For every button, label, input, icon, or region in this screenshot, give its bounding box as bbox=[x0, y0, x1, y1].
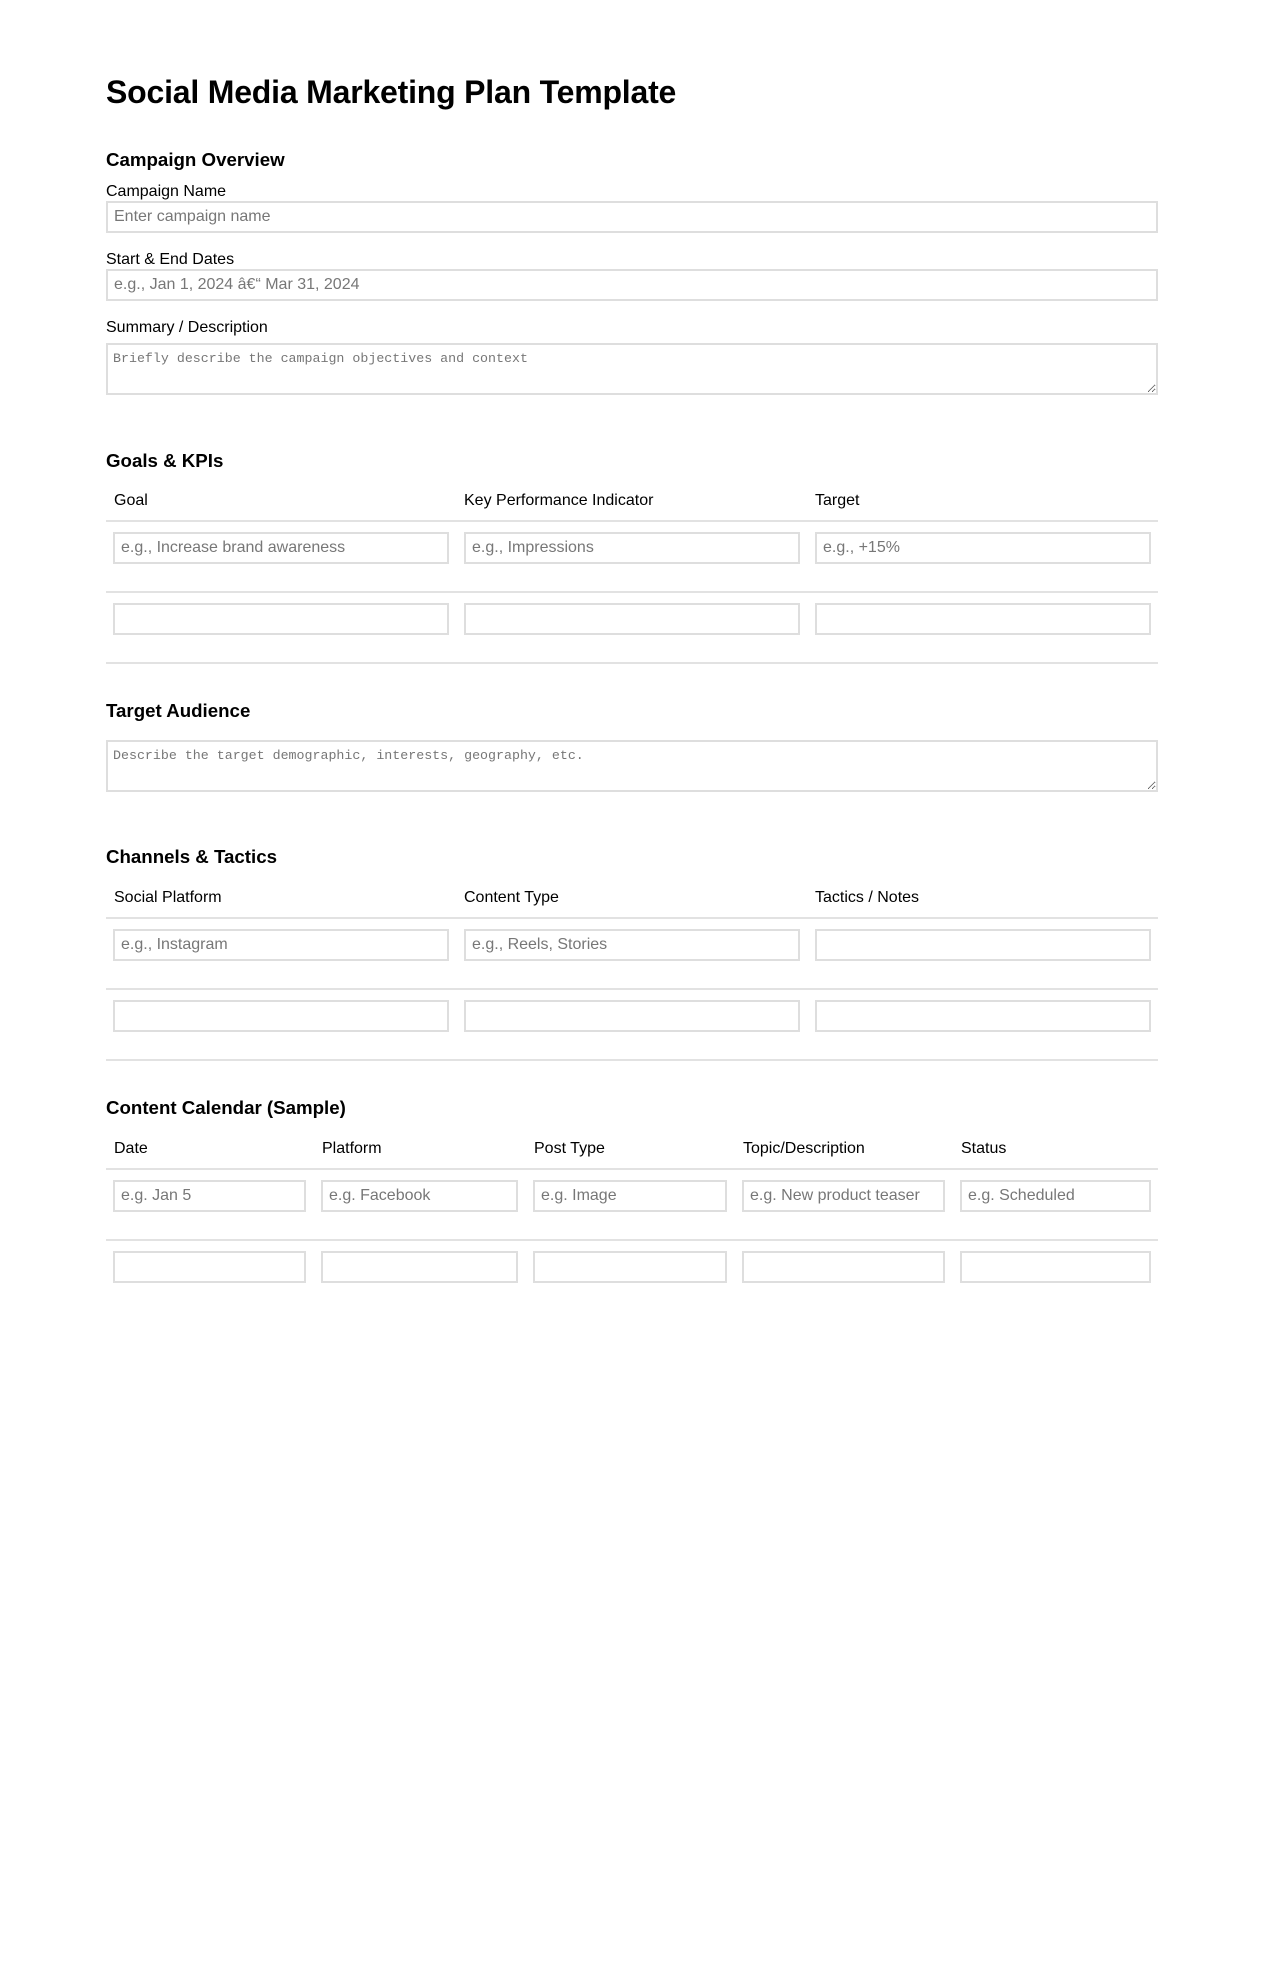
campaign-name-label: Campaign Name bbox=[106, 183, 227, 200]
section-heading-campaign-overview: Campaign Overview bbox=[106, 149, 285, 170]
section-heading-channels: Channels & Tactics bbox=[106, 846, 278, 867]
channels-row-divider bbox=[106, 988, 1158, 990]
channels-row1-tactics-input[interactable] bbox=[815, 929, 1151, 961]
goals-row2-kpi-input[interactable] bbox=[464, 603, 800, 635]
calendar-row1-status-input[interactable] bbox=[960, 1180, 1151, 1212]
channels-row1-content-type-input[interactable] bbox=[464, 929, 800, 961]
campaign-name-input[interactable] bbox=[106, 201, 1158, 233]
calendar-col-post-type: Post Type bbox=[534, 1140, 605, 1157]
goals-row1-goal-input[interactable] bbox=[113, 532, 449, 564]
channels-col-tactics: Tactics / Notes bbox=[815, 889, 920, 906]
calendar-row1-topic-input[interactable] bbox=[742, 1180, 945, 1212]
goals-col-goal: Goal bbox=[114, 492, 148, 509]
calendar-row1-date-input[interactable] bbox=[113, 1180, 306, 1212]
summary-label: Summary / Description bbox=[106, 319, 268, 336]
calendar-row1-platform-input[interactable] bbox=[321, 1180, 518, 1212]
channels-col-content-type: Content Type bbox=[464, 889, 559, 906]
calendar-row-divider bbox=[106, 1239, 1158, 1241]
dates-label: Start & End Dates bbox=[106, 251, 235, 268]
goals-row-divider bbox=[106, 591, 1158, 593]
section-heading-calendar: Content Calendar (Sample) bbox=[106, 1097, 346, 1118]
calendar-row1-post-type-input[interactable] bbox=[533, 1180, 727, 1212]
channels-col-platform: Social Platform bbox=[114, 889, 222, 906]
channels-row2-content-type-input[interactable] bbox=[464, 1000, 800, 1032]
goals-header-divider bbox=[106, 520, 1158, 522]
goals-bottom-divider bbox=[106, 662, 1158, 664]
audience-textarea[interactable] bbox=[106, 740, 1158, 792]
summary-textarea[interactable] bbox=[106, 343, 1158, 395]
calendar-row2-platform-input[interactable] bbox=[321, 1251, 518, 1283]
channels-row2-tactics-input[interactable] bbox=[815, 1000, 1151, 1032]
page-title: Social Media Marketing Plan Template bbox=[106, 74, 677, 110]
calendar-row2-post-type-input[interactable] bbox=[533, 1251, 727, 1283]
goals-row1-target-input[interactable] bbox=[815, 532, 1151, 564]
section-heading-goals: Goals & KPIs bbox=[106, 450, 224, 471]
goals-col-kpi: Key Performance Indicator bbox=[464, 492, 654, 509]
calendar-row2-topic-input[interactable] bbox=[742, 1251, 945, 1283]
channels-header-divider bbox=[106, 917, 1158, 919]
dates-input[interactable] bbox=[106, 269, 1158, 301]
goals-row1-kpi-input[interactable] bbox=[464, 532, 800, 564]
calendar-col-status: Status bbox=[961, 1140, 1007, 1157]
calendar-header-divider bbox=[106, 1168, 1158, 1170]
section-heading-audience: Target Audience bbox=[106, 700, 251, 721]
calendar-col-platform: Platform bbox=[322, 1140, 382, 1157]
channels-row2-platform-input[interactable] bbox=[113, 1000, 449, 1032]
goals-row2-goal-input[interactable] bbox=[113, 603, 449, 635]
channels-bottom-divider bbox=[106, 1059, 1158, 1061]
goals-row2-target-input[interactable] bbox=[815, 603, 1151, 635]
calendar-col-date: Date bbox=[114, 1140, 148, 1157]
calendar-col-topic: Topic/Description bbox=[743, 1140, 865, 1157]
channels-row1-platform-input[interactable] bbox=[113, 929, 449, 961]
goals-col-target: Target bbox=[815, 492, 860, 509]
calendar-row2-status-input[interactable] bbox=[960, 1251, 1151, 1283]
calendar-row2-date-input[interactable] bbox=[113, 1251, 306, 1283]
